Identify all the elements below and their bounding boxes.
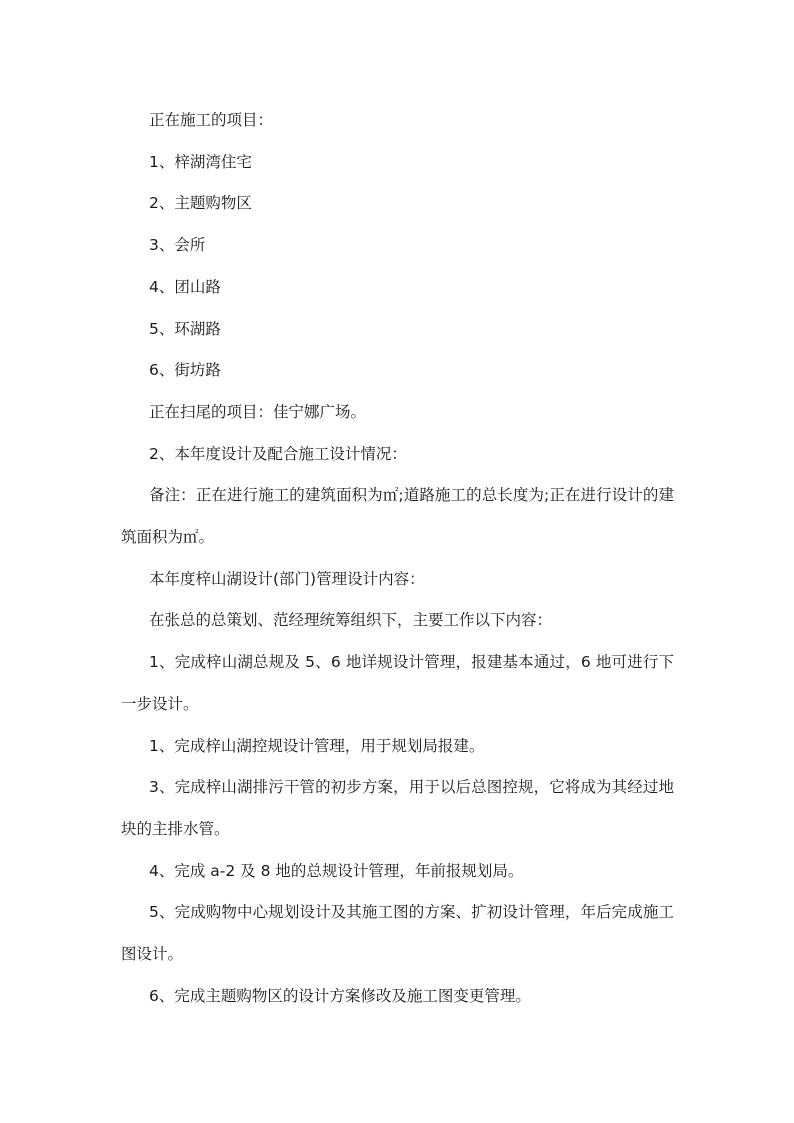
paragraph-finishing-projects: 正在扫尾的项目：佳宁娜广场。 [149, 402, 367, 421]
list-item: 4、团山路 [149, 277, 221, 296]
section-heading: 2、本年度设计及配合施工设计情况： [149, 444, 407, 463]
paragraph-heading-in-progress: 正在施工的项目： [149, 111, 274, 129]
list-item: 2、主题购物区 [149, 194, 252, 213]
paragraph-note: 备注：正在进行施工的建筑面积为㎡;道路施工的总长度为;正在进行设计的建筑面积为㎡。 [121, 486, 674, 547]
section-heading: 本年度梓山湖设计(部门)管理设计内容： [149, 569, 425, 588]
work-item: 6、完成主题购物区的设计方案修改及施工图变更管理。 [149, 986, 531, 1005]
work-item: 4、完成 a-2 及 8 地的总规设计管理，年前报规划局。 [149, 861, 524, 880]
work-item: 3、完成梓山湖排污干管的初步方案，用于以后总图控规，它将成为其经过地块的主排水管。 [121, 778, 674, 838]
list-item: 6、街坊路 [149, 361, 221, 380]
work-item: 5、完成购物中心规划设计及其施工图的方案、扩初设计管理，年后完成施工图设计。 [121, 903, 674, 964]
list-item: 3、会所 [149, 236, 206, 255]
work-item: 1、完成梓山湖控规设计管理，用于规划局报建。 [149, 736, 485, 755]
paragraph-intro: 在张总的总策划、范经理统筹组织下，主要工作以下内容： [149, 611, 553, 630]
list-item: 5、环湖路 [149, 319, 221, 338]
list-item: 1、梓湖湾住宅 [149, 152, 252, 171]
document-body [121, 100, 674, 1017]
work-item: 1、完成梓山湖总规及 5、6 地详规设计管理，报建基本通过，6 地可进行下一步设计。 [121, 653, 674, 713]
